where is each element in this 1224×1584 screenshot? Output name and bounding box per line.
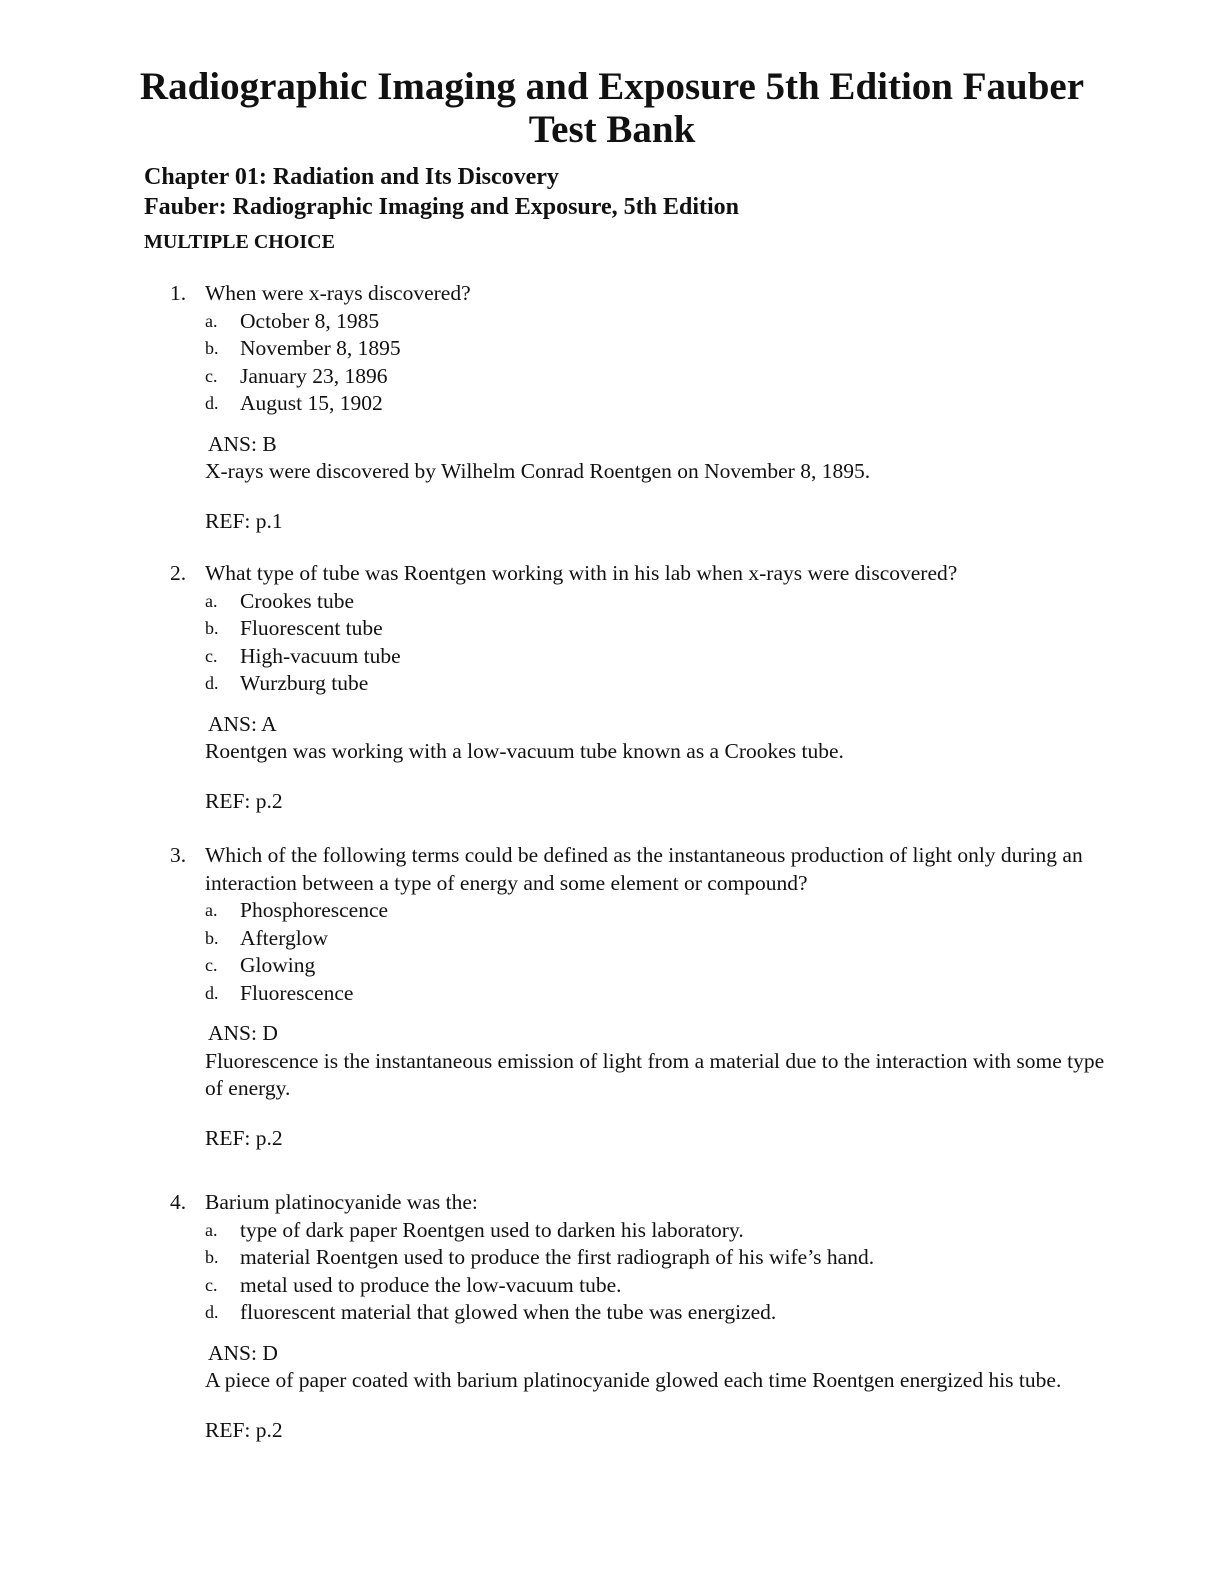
document-title-line-2: Test Bank bbox=[528, 108, 696, 151]
option-letter: b. bbox=[205, 1247, 219, 1267]
option-letter: d. bbox=[205, 1302, 219, 1322]
option-text: fluorescent material that glowed when the tube was energized. bbox=[240, 1300, 777, 1324]
question-number: 4. bbox=[170, 1190, 187, 1214]
option-text: High-vacuum tube bbox=[240, 643, 401, 668]
answer-option bbox=[0, 1272, 1224, 1300]
answer-option bbox=[0, 1217, 1224, 1245]
option-letter: c. bbox=[205, 955, 218, 975]
answer-option bbox=[0, 952, 1224, 980]
question-number: 3. bbox=[170, 843, 187, 867]
option-text: October 8, 1985 bbox=[240, 308, 380, 333]
question-number: 2. bbox=[170, 561, 187, 585]
answer-option bbox=[0, 308, 1224, 336]
answer-explanation: X-rays were discovered by Wilhelm Conrad Roentgen on November 8, 1895. bbox=[205, 459, 871, 483]
section-heading: MULTIPLE CHOICE bbox=[144, 231, 335, 253]
page-reference: REF: p.2 bbox=[205, 788, 283, 813]
question-stem bbox=[0, 842, 1105, 897]
option-letter: b. bbox=[205, 618, 219, 638]
question-text: What type of tube was Roentgen working with in his lab when x-rays were discovered? bbox=[205, 561, 958, 585]
answer-option bbox=[0, 925, 1224, 953]
question bbox=[0, 560, 1224, 815]
option-letter: a. bbox=[205, 1219, 218, 1240]
option-letter: c. bbox=[205, 1274, 218, 1295]
option-letter: c. bbox=[205, 645, 218, 666]
answer-option bbox=[0, 1299, 1224, 1327]
document-title-line-1: Radiographic Imaging and Exposure 5th Edition Fauber bbox=[139, 65, 1085, 108]
answer-explanation: A piece of paper coated with barium platinocyanide glowed each time Roentgen energized his tube. bbox=[205, 1368, 1062, 1392]
option-text: Fluorescence bbox=[240, 980, 354, 1005]
question-stem bbox=[0, 280, 1105, 308]
answer-key: ANS: D bbox=[208, 1021, 278, 1045]
option-letter: d. bbox=[205, 982, 219, 1003]
question-text: When were x-rays discovered? bbox=[205, 281, 471, 305]
option-letter: c. bbox=[205, 365, 218, 386]
answer-option bbox=[0, 643, 1224, 671]
option-text: material Roentgen used to produce the first radiograph of his wife’s hand. bbox=[240, 1245, 875, 1269]
answer-explanation: Fluorescence is the instantaneous emission of light from a material due to the interaction with some type of energy. bbox=[205, 1048, 1105, 1100]
answer-option bbox=[0, 897, 1224, 925]
question bbox=[0, 280, 1224, 535]
option-text: Wurzburg tube bbox=[240, 671, 369, 695]
option-letter: a. bbox=[205, 310, 218, 331]
option-text: January 23, 1896 bbox=[240, 363, 388, 388]
option-letter: a. bbox=[205, 900, 218, 920]
answer-key: ANS: D bbox=[208, 1340, 278, 1365]
option-text: Phosphorescence bbox=[240, 898, 389, 922]
option-text: Crookes tube bbox=[240, 588, 355, 613]
question-number: 1. bbox=[170, 281, 187, 305]
answer-option bbox=[0, 588, 1224, 616]
option-text: Glowing bbox=[240, 953, 316, 977]
option-letter: d. bbox=[205, 673, 219, 693]
page-reference: REF: p.2 bbox=[205, 1125, 283, 1150]
answer-option bbox=[0, 1244, 1224, 1272]
answer-explanation: Roentgen was working with a low-vacuum tube known as a Crookes tube. bbox=[205, 739, 844, 763]
question-text: Which of the following terms could be defined as the instantaneous production of light only during an interaction between a type of energy and some element or compound? bbox=[205, 843, 1083, 895]
option-text: August 15, 1902 bbox=[240, 391, 383, 415]
page-reference: REF: p.1 bbox=[205, 508, 283, 533]
answer-option bbox=[0, 390, 1224, 418]
chapter-heading: Chapter 01: Radiation and Its Discovery bbox=[144, 164, 559, 190]
option-text: November 8, 1895 bbox=[240, 336, 401, 360]
answer-option bbox=[0, 615, 1224, 643]
option-text: Afterglow bbox=[240, 925, 328, 950]
answer-option bbox=[0, 335, 1224, 363]
question bbox=[0, 842, 1224, 1152]
answer-option bbox=[0, 670, 1224, 698]
option-letter: d. bbox=[205, 393, 219, 413]
option-letter: b. bbox=[205, 338, 219, 358]
question-stem bbox=[0, 560, 1105, 588]
answer-option bbox=[0, 363, 1224, 391]
answer-key: ANS: A bbox=[208, 711, 277, 736]
option-text: Fluorescent tube bbox=[240, 616, 383, 640]
book-heading: Fauber: Radiographic Imaging and Exposure, 5th Edition bbox=[144, 194, 739, 220]
answer-option bbox=[0, 980, 1224, 1008]
option-text: metal used to produce the low-vacuum tube. bbox=[240, 1272, 622, 1297]
option-letter: a. bbox=[205, 590, 218, 611]
question-text: Barium platinocyanide was the: bbox=[205, 1190, 478, 1214]
page-reference: REF: p.2 bbox=[205, 1417, 283, 1442]
question bbox=[0, 1189, 1224, 1444]
answer-key: ANS: B bbox=[208, 431, 277, 456]
option-letter: b. bbox=[205, 927, 219, 948]
question-stem bbox=[0, 1189, 1105, 1217]
option-text: type of dark paper Roentgen used to darken his laboratory. bbox=[240, 1217, 744, 1242]
